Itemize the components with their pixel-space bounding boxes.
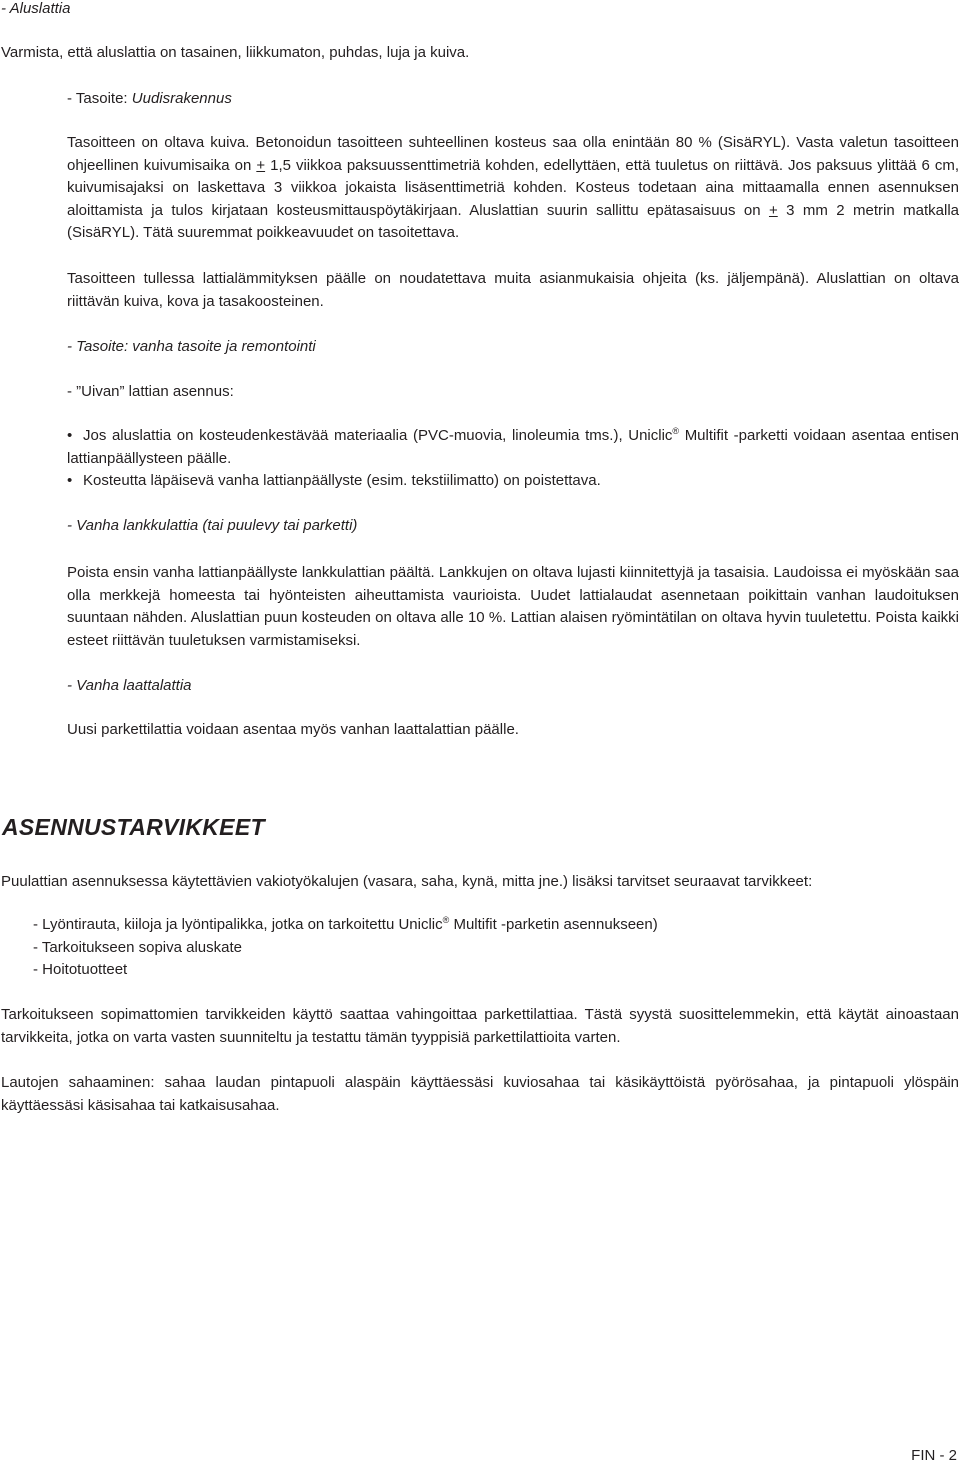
plus-minus-sign: + xyxy=(256,156,266,174)
list-item: - Tarkoitukseen sopiva aluskate xyxy=(33,938,243,956)
bullet-icon: • xyxy=(67,472,73,489)
section-heading-aluslattia: - Aluslattia xyxy=(1,0,71,17)
subheading-laattalattia: - Vanha laattalattia xyxy=(67,677,192,694)
aluslattia-intro: Varmista, että aluslattia on tasainen, liikkumaton, puhdas, luja ja kuiva. xyxy=(1,44,470,61)
list-item: • Jos aluslattia on kosteudenkestävää materiaalia (PVC-muovia, linoleumia tms.), Uniclic® Multifit -parketti voidaan asentaa entisen lattianpäällysteen päälle. xyxy=(67,426,960,467)
bullet-icon: • xyxy=(67,427,73,444)
page-title-asennustarvikkeet: ASENNUSTARVIKKEET xyxy=(2,814,265,840)
subheading-uudisrakennus: - Tasoite: Uudisrakennus xyxy=(67,90,232,107)
list-item: - Lyöntirauta, kiiloja ja lyöntipalikka, jotka on tarkoitettu Uniclic® Multifit -parketin asennukseen) xyxy=(33,915,658,933)
registered-mark: ® xyxy=(672,426,680,436)
asennustarvikkeet-intro: Puulattian asennuksessa käytettävien vakiotyökalujen (vasara, saha, kynä, mitta jne.) lisäksi tarvitset seuraavat tarvikkeet: xyxy=(1,873,813,890)
list-item: • Kosteutta läpäisevä vanha lattianpäällyste (esim. tekstiilimatto) on poistettava. xyxy=(67,470,959,493)
lankkulattia-paragraph: Poista ensin vanha lattianpäällyste lankkulattian päältä. Lankkujen on oltava lujasti kiinnitettyjä ja tasaisia. Laudoissa ei myöskään saa olla merkkejä homeesta tai hyönteisten aiheuttamista vaurioista. Uudet lattialaudat asennetaan poikittain vanhan laudoituksen suuntaan nähden. Aluslattian puun kosteuden on oltava alle 10 %. Lattian alaisen ryömintätilan on oltava hyvin tuuletettu. Poista kaikki esteet riittävän tuuletuksen varmistamiseksi. xyxy=(67,564,959,649)
uudisrakennus-paragraph-1: Tasoitteen on oltava kuiva. Betonoidun tasoitteen suhteellinen kosteus saa olla enintään 80 % (SisäRYL). Vasta valetun tasoitteen ohjeellinen kuivumisaika on + 1,5 viikkoa paksuussenttimetriä kohden, edellyttäen, että tuuletus on riittävä. Jos paksuus ylittää 6 cm, kuivumisajaksi on laskettava 3 viikkoa jokaista lisäsenttimetriä kohden. Kosteus todetaan aina mittaamalla ennen asennuksen aloittamista ja tulos kirjataan kosteusmittauspöytäkirjaan. Aluslattian suurin sallittu epätasaisuus on + 3 mm 2 metrin matkalla (SisäRYL). Tätä suuremmat poikkeavuudet on tasoitettava. xyxy=(67,134,960,241)
subheading-lankkulattia: - Vanha lankkulattia (tai puulevy tai parketti) xyxy=(67,517,358,534)
plus-minus-sign: + xyxy=(768,201,778,219)
asennustarvikkeet-paragraph-2: Tarkoitukseen sopimattomien tarvikkeiden käyttö saattaa vahingoittaa parkettilattiaa. Tästä syystä suosittelemmekin, että käytät ainoastaan tarvikkeita, jotka on varta vasten suunniteltu ja testattu tämän tyyppisiä parkettilattioita varten. xyxy=(1,1006,959,1046)
registered-mark: ® xyxy=(442,915,450,925)
asennustarvikkeet-paragraph-3: Lautojen sahaaminen: sahaa laudan pintapuoli alaspäin käyttäessäsi kuviosahaa tai käsikäyttöistä pyörösahaa, ja pintapuoli ylöspäin käyttäessäsi käsisahaa tai katkaisusahaa. xyxy=(1,1074,959,1114)
subheading-uiva-lattia: - ”Uivan” lattian asennus: xyxy=(67,383,234,400)
page-number: FIN - 2 xyxy=(911,1447,957,1464)
tools-list xyxy=(33,914,933,982)
laattalattia-paragraph: Uusi parkettilattia voidaan asentaa myös vanhan laattalattian päälle. xyxy=(67,721,519,738)
list-item: - Hoitotuotteet xyxy=(33,961,128,978)
uudisrakennus-paragraph-2: Tasoitteen tullessa lattialämmityksen päälle on noudatettava muita asianmukaisia ohjeita (ks. jäljempänä). Aluslattian on oltava riittävän kuiva, kova ja tasakoosteinen. xyxy=(67,270,959,310)
subheading-vanha-tasoite: - Tasoite: vanha tasoite ja remontointi xyxy=(67,338,316,355)
bullet-list xyxy=(67,425,959,493)
